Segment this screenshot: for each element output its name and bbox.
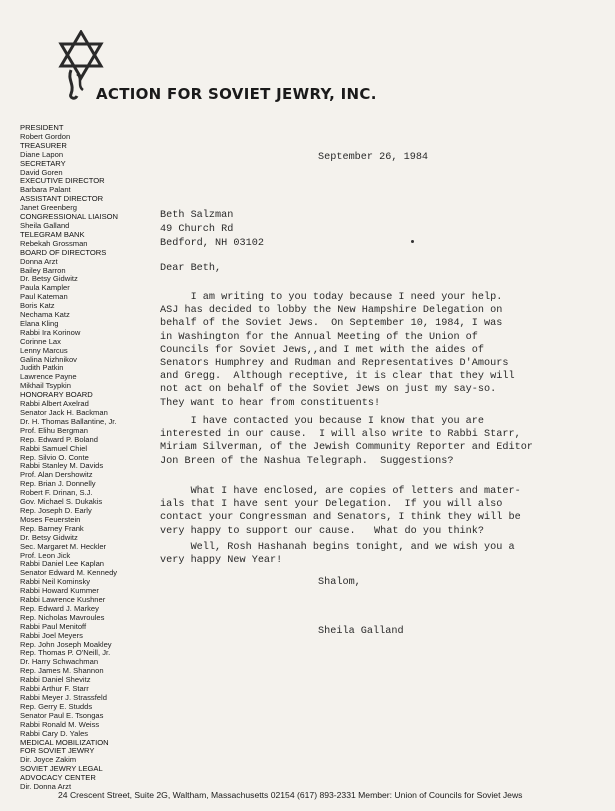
salutation: Dear Beth, <box>160 263 222 274</box>
sidebar-name: Rep. Edward J. Markey <box>20 603 99 613</box>
sidebar-name: Dr. Harry Schwachman <box>20 657 99 667</box>
sidebar-name: Barbara Palant <box>20 185 71 195</box>
sidebar-name: Rep. Joseph D. Early <box>20 505 92 515</box>
sidebar-name: Dir. Donna Arzt <box>20 782 72 792</box>
paragraph-1: I am writing to you today because I need your help. ASJ has decided to lobby the New Hampshire Delegation on behalf of the Soviet Jews. On September 10, 1984, I was in Washington for the Annual Meeting of the Union of Councils for Soviet Jews,,and I met with the aides of Senators Humphrey and Rudman and Representatives D'Amours and Gregg. Although receptive, it is clear that they will not act on behalf of the Soviet Jews on just my say-so. They want to hear from constituents! <box>160 292 515 409</box>
sidebar-heading: SOVIET JEWRY LEGAL <box>20 764 103 774</box>
sidebar-name: Rabbi Neil Kominsky <box>20 577 91 587</box>
paragraph-3: What I have enclosed, are copies of letters and mater- ials that I have sent your Delegation. If you will also contact your Congressman and Senators, I think they will be very happy to support our cause. What do you think? <box>160 486 521 537</box>
sidebar-name: Dr. Betsy Gidwitz <box>20 532 78 542</box>
sidebar-name: Prof. Elihu Bergman <box>20 425 88 435</box>
sidebar-heading: CONGRESSIONAL LIAISON <box>20 212 119 222</box>
officers-sidebar <box>20 124 155 792</box>
recipient-address <box>160 209 264 251</box>
sidebar-heading: HONORARY BOARD <box>20 390 93 400</box>
sidebar-name: Robert Gordon <box>20 131 71 141</box>
sidebar-name: Rabbi Ronald M. Weiss <box>20 719 100 729</box>
sidebar-name: Sheila Galland <box>20 220 70 230</box>
sidebar-name: Dir. Joyce Zakim <box>20 755 77 765</box>
sidebar-name: Judith Patkin <box>20 363 64 373</box>
sidebar-name: Rabbi Daniel Lee Kaplan <box>20 559 105 569</box>
sidebar-name: Rep. Barney Frank <box>20 523 84 533</box>
sidebar-name: Bailey Barron <box>20 265 66 275</box>
sidebar-name: Sec. Margaret M. Heckler <box>20 541 107 551</box>
recipient-name: Beth Salzman <box>160 210 234 221</box>
sidebar-name: Nechama Katz <box>20 310 70 320</box>
sidebar-name: Janet Greenberg <box>20 203 77 213</box>
recipient-city: Bedford, NH 03102 <box>160 238 264 249</box>
sidebar-heading: EXECUTIVE DIRECTOR <box>20 176 105 186</box>
sidebar-name: Rabbi Cary D. Yales <box>20 728 89 738</box>
sidebar-name: Rabbi Joel Meyers <box>20 630 83 640</box>
sidebar-name: Rabbi Paul Menitoff <box>20 621 87 631</box>
sidebar-name: Rep. Gerry E. Studds <box>20 701 93 711</box>
sidebar-name: Senator Jack H. Backman <box>20 408 108 417</box>
sidebar-name: Galina Nizhnikov <box>20 354 77 364</box>
sidebar-name: Rabbi Albert Axelrad <box>20 399 89 409</box>
sidebar-name: Mikhail Tsypkin <box>20 381 71 391</box>
organization-name: ACTION FOR SOVIET JEWRY, INC. <box>96 85 377 103</box>
sidebar-name: Diane Lapon <box>20 149 64 159</box>
sidebar-name: Elana Kling <box>20 318 59 328</box>
recipient-street: 49 Church Rd <box>160 224 234 235</box>
sidebar-name: Rabbi Samuel Chiel <box>20 443 88 453</box>
sidebar-name: Rabbi Lawrence Kushner <box>20 595 106 605</box>
sidebar-name: Rebekah Grossman <box>20 238 88 248</box>
sidebar-name: Gov. Michael S. Dukakis <box>20 497 103 507</box>
sidebar-name: Prof. Alan Dershowitz <box>20 470 93 480</box>
sidebar-heading: TELEGRAM BANK <box>20 229 85 239</box>
sidebar-heading: PRESIDENT <box>20 123 64 132</box>
sidebar-name: Lenny Marcus <box>20 345 68 355</box>
sidebar-heading: ADVOCACY CENTER <box>20 773 96 783</box>
sidebar-name: Paula Kampler <box>20 283 70 293</box>
sidebar-name: Corinne Lax <box>20 336 61 346</box>
paragraph-2: I have contacted you because I know that you are interested in our cause. I will also write to Rabbi Starr, Miriam Silverman, of the Jewish Community Reporter and Editor Jon Breen of the Nashua Telegraph. Suggestions? <box>160 416 533 467</box>
sidebar-name: David Goren <box>20 167 63 177</box>
signature-name: Sheila Galland <box>318 626 404 637</box>
sidebar-heading: TREASURER <box>20 140 67 150</box>
sidebar-heading: SECRETARY <box>20 158 66 168</box>
sidebar-name: Moses Feuerstein <box>20 514 81 524</box>
sidebar-name: Rep. James M. Shannon <box>20 666 104 676</box>
sidebar-name: Boris Katz <box>20 301 55 311</box>
sidebar-heading: ASSISTANT DIRECTOR <box>20 194 104 204</box>
footer-address: 24 Crescent Street, Suite 2G, Waltham, Massachusetts 02154 (617) 893-2331 Member: Union of Councils for Soviet Jews <box>58 790 523 800</box>
sidebar-name: Paul Kateman <box>20 292 68 302</box>
sidebar-name: Prof. Leon Jick <box>20 550 71 560</box>
sidebar-name: Rabbi Daniel Shevitz <box>20 675 91 685</box>
sidebar-name: Donna Arzt <box>20 256 58 266</box>
sidebar-name: Senator Paul E. Tsongas <box>20 710 104 720</box>
sidebar-name: Rabbi Stanley M. Davids <box>20 461 104 471</box>
stray-mark <box>411 240 414 243</box>
letter-date: September 26, 1984 <box>318 152 429 163</box>
sidebar-name: Senator Edward M. Kennedy <box>20 568 118 578</box>
sidebar-name: Dr. H. Thomas Ballantine, Jr. <box>20 416 117 426</box>
sidebar-heading: FOR SOVIET JEWRY <box>20 746 95 756</box>
sidebar-name: Robert F. Drinan, S.J. <box>20 488 93 498</box>
sidebar-name: Rabbi Meyer J. Strassfeld <box>20 693 107 702</box>
sidebar-name: Rep. Silvio O. Conte <box>20 452 89 462</box>
sidebar-name: Rep. Thomas P. O'Neill, Jr. <box>20 648 111 658</box>
sidebar-name: Rabbi Arthur F. Starr <box>20 684 89 694</box>
sidebar-name: Rep. Nicholas Mavroules <box>20 612 105 622</box>
sidebar-heading: BOARD OF DIRECTORS <box>20 247 107 257</box>
sidebar-name: Rabbi Ira Korinow <box>20 327 81 337</box>
paragraph-4: Well, Rosh Hashanah begins tonight, and we wish you a very happy New Year! <box>160 542 515 567</box>
sidebar-name: Rep. John Joseph Moakley <box>20 639 112 649</box>
sidebar-name: Rabbi Howard Kummer <box>20 586 99 596</box>
sidebar-name: Rep. Edward P. Boland <box>20 434 98 444</box>
closing: Shalom, <box>318 577 361 588</box>
sidebar-name: Rep. Brian J. Donnelly <box>20 479 96 489</box>
sidebar-name: Dr. Betsy Gidwitz <box>20 274 78 284</box>
sidebar-name: Lawrence Payne <box>20 372 77 382</box>
sidebar-heading: MEDICAL MOBILIZATION <box>20 737 109 747</box>
